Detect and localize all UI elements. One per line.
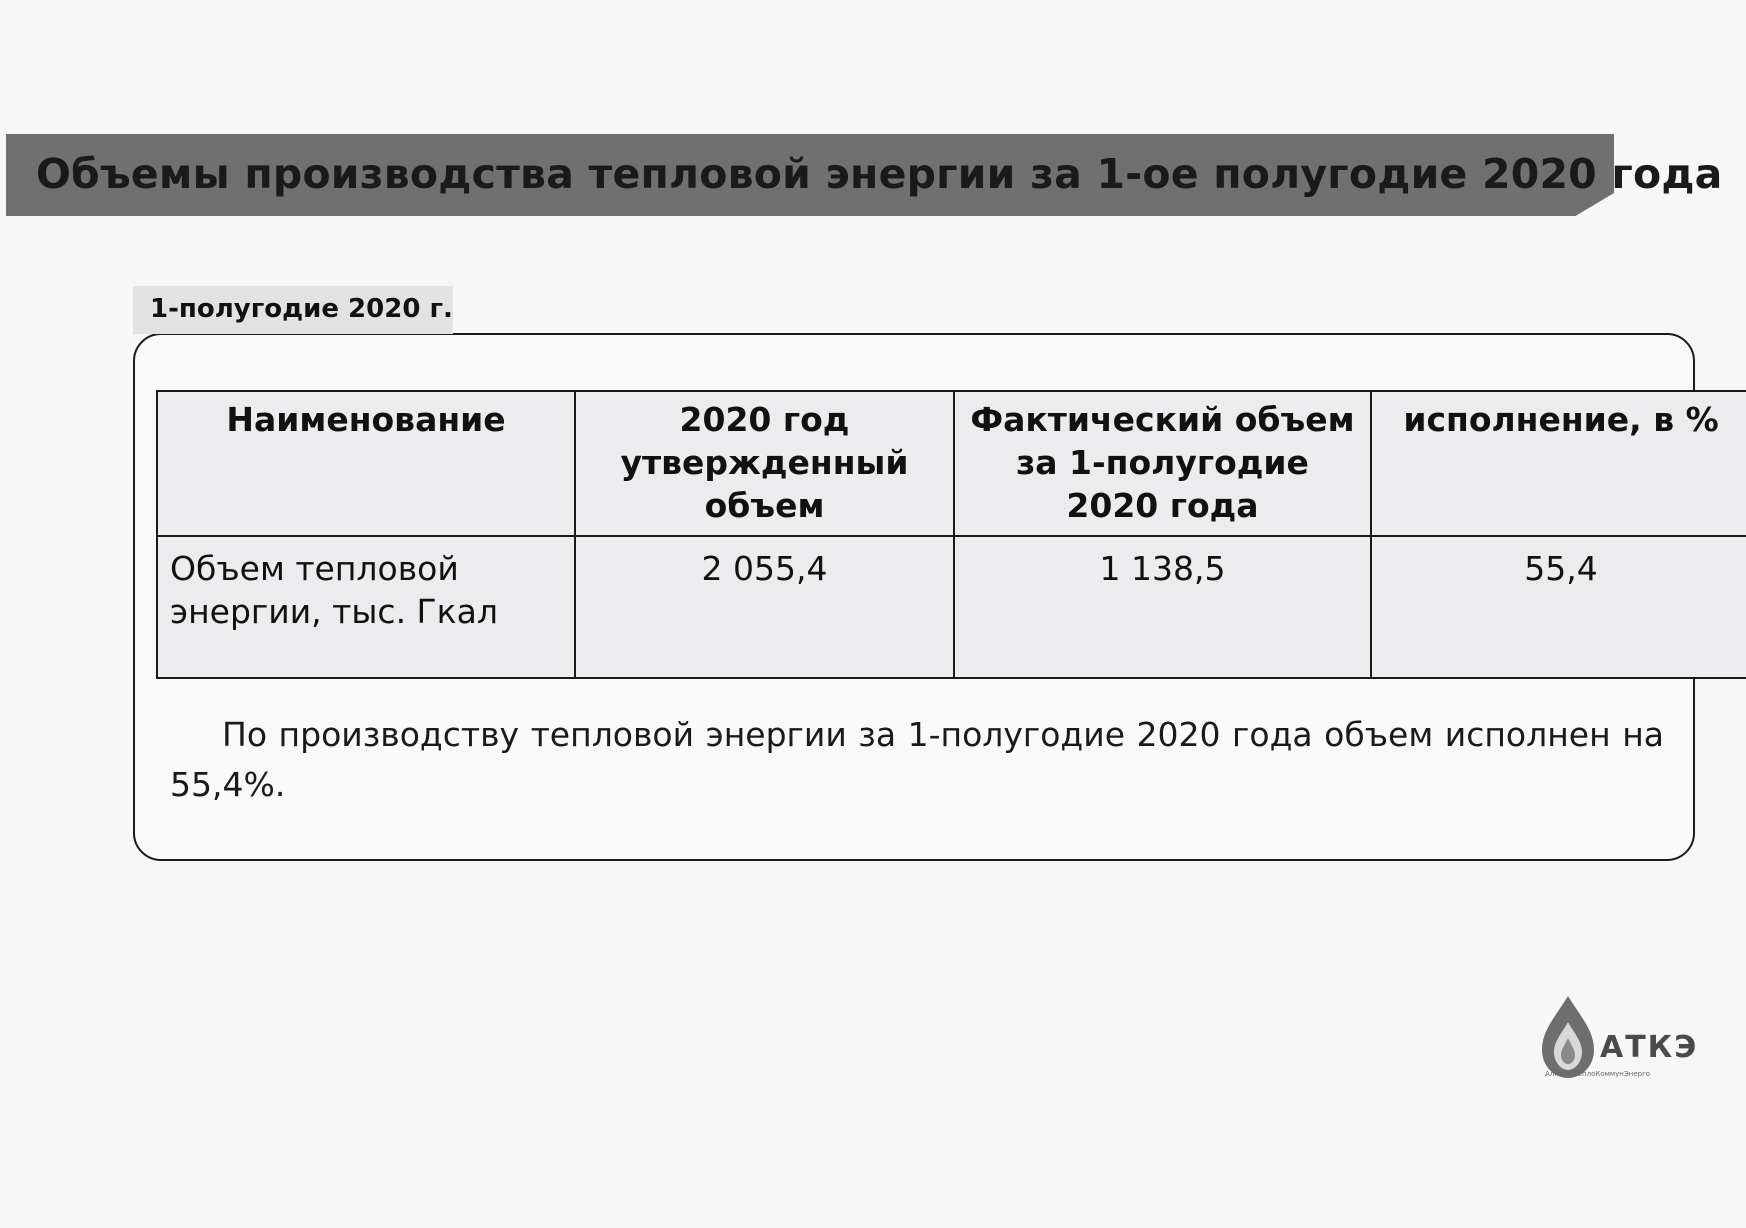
header-execution-percent: исполнение, в % <box>1371 391 1746 536</box>
cell-approved-volume: 2 055,4 <box>575 536 954 678</box>
summary-text: По производству тепловой энергии за 1-полугодие 2020 года объем исполнен на 55,4%. <box>170 715 1664 804</box>
header-actual-volume: Фактический объем за 1-полугодие 2020 года <box>954 391 1371 536</box>
production-table <box>156 390 1746 679</box>
table-header-row <box>157 391 1746 536</box>
table-row <box>157 536 1746 678</box>
period-label: 1-полугодие 2020 г. <box>150 294 453 324</box>
cell-execution-percent: 55,4 <box>1371 536 1746 678</box>
header-name: Наименование <box>157 391 575 536</box>
logo-name: АТКЭ <box>1600 1030 1699 1065</box>
page-title: Объемы производства тепловой энергии за 1-ое полугодие 2020 года <box>36 150 1723 198</box>
header-approved-volume: 2020 год утвержденный объем <box>575 391 954 536</box>
cell-actual-volume: 1 138,5 <box>954 536 1371 678</box>
logo-subtitle: АлматыТеплоКоммунЭнерго <box>1545 1070 1651 1078</box>
cell-name: Объем тепловой энергии, тыс. Гкал <box>157 536 575 678</box>
